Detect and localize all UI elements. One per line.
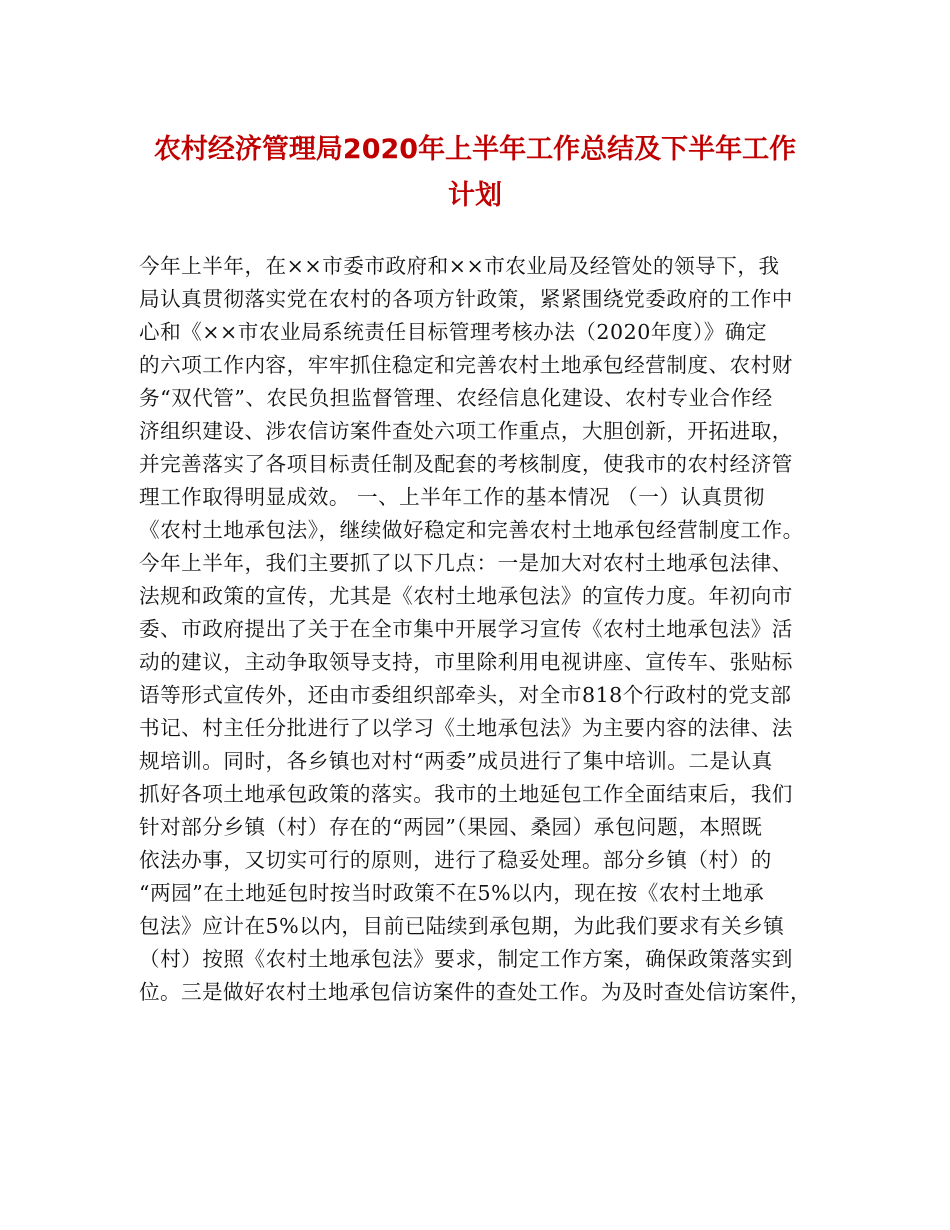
body-line-14: 语等形式宣传外，还由市委组织部牵头，对全市818个行政村的党支部: [139, 683, 792, 707]
body-line-16: 规培训。同时，各乡镇也对村“两委”成员进行了集中培训。二是认真: [139, 749, 773, 773]
body-line-9: 《农村土地承包法》，继续做好稳定和完善农村土地承包经营制度工作。: [139, 518, 804, 542]
body-line-10: 今年上半年，我们主要抓了以下几点：一是加大对农村土地承包法律、: [139, 551, 793, 575]
body-line-6: 济组织建设、涉农信访案件查处六项工作重点，大胆创新，开拓进取，: [139, 419, 793, 443]
body-line-23: 位。三是做好农村土地承包信访案件的查处工作。为及时查处信访案件，: [139, 980, 811, 1004]
body-line-4: 的六项工作内容，牢牢抓住稳定和完善农村土地承包经营制度、农村财: [139, 353, 793, 377]
body-line-21: 包法》应计在5%以内，目前已陆续到承包期，为此我们要求有关乡镇: [139, 914, 785, 938]
body-line-5: 务“双代管”、农民负担监督管理、农经信息化建设、农村专业合作经: [139, 386, 773, 410]
body-line-18: 针对部分乡镇（村）存在的“两园”（果园、桑园）承包问题，本照既: [139, 815, 763, 839]
document-title-line-1: 农村经济管理局2020年上半年工作总结及下半年工作: [153, 134, 797, 165]
body-line-12: 委、市政府提出了关于在全市集中开展学习宣传《农村土地承包法》活: [139, 617, 793, 641]
body-line-1: 今年上半年，在××市委市政府和××市农业局及经管处的领导下，我: [139, 254, 780, 278]
body-line-8: 理工作取得明显成效。 一、上半年工作的基本情况 （一）认真贯彻: [139, 485, 765, 509]
body-line-2: 局认真贯彻落实党在农村的各项方针政策，紧紧围绕党委政府的工作中: [139, 287, 793, 311]
document-title-line-2: 计划: [448, 180, 502, 211]
body-line-17: 抓好各项土地承包政策的落实。我市的土地延包工作全面结束后，我们: [139, 782, 793, 806]
body-line-11: 法规和政策的宣传，尤其是《农村土地承包法》的宣传力度。年初向市: [139, 584, 793, 608]
body-line-13: 动的建议，主动争取领导支持，市里除利用电视讲座、宣传车、张贴标: [139, 650, 793, 674]
body-line-20: “两园”在土地延包时按当时政策不在5%以内，现在按《农村土地承: [139, 881, 765, 905]
body-line-19: 依法办事，又切实可行的原则，进行了稳妥处理。部分乡镇（村）的: [139, 848, 772, 872]
body-line-3: 心和《××市农业局系统责任目标管理考核办法（2020年度）》确定: [139, 320, 768, 344]
body-line-15: 书记、村主任分批进行了以学习《土地承包法》为主要内容的法律、法: [139, 716, 793, 740]
body-line-22: （村）按照《农村土地承包法》要求，制定工作方案，确保政策落实到: [139, 947, 793, 971]
body-line-7: 并完善落实了各项目标责任制及配套的考核制度，使我市的农村经济管: [139, 452, 793, 476]
